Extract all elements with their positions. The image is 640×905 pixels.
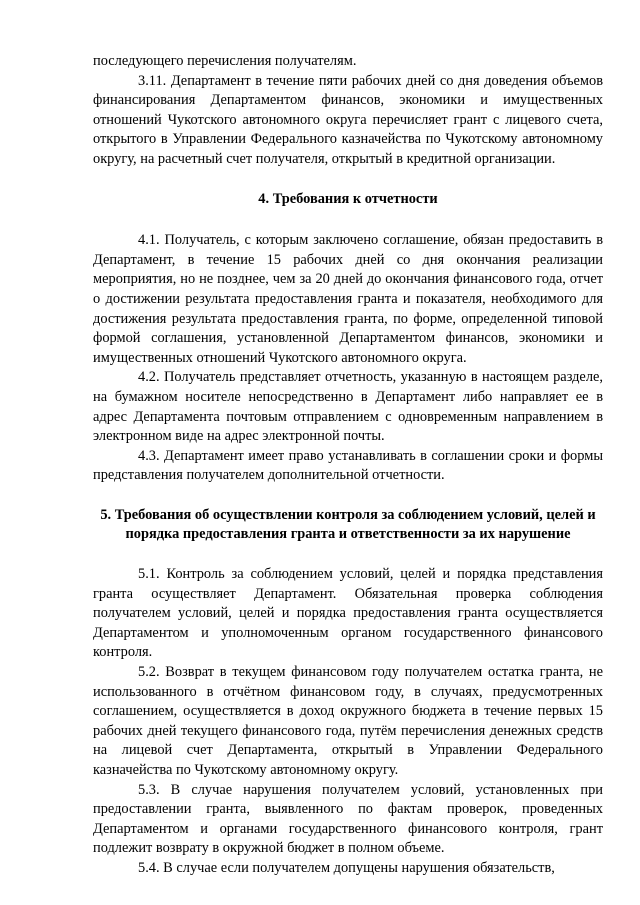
- paragraph-4-1: 4.1. Получатель, с которым заключено соглашение, обязан предоставить в Департамент, в течение 15 рабочих дней со дня окончания реализации мероприятия, но не позднее, чем за 20 дней до окончания финансового года, отчет о достижении результата предоставления гранта и показателя, необходимого для достижения результата предоставления гранта, по форме, определенной типовой формой соглашения, установленной Департаментом финансов, экономики и имущественных отношений Чукотского автономного округа.: [93, 232, 603, 366]
- paragraph-4-3: 4.3. Департамент имеет право устанавливать в соглашении сроки и формы представления получателем дополнительной отчетности.: [93, 447, 603, 484]
- section-heading-5: 5. Требования об осуществлении контроля за соблюдением условий, целей и порядка предоставления гранта и ответственности за их нарушение: [100, 506, 596, 543]
- paragraph-continuation: последующего перечисления получателям.: [93, 53, 357, 69]
- paragraph-5-4: 5.4. В случае если получателем допущены нарушения обязательств,: [138, 859, 555, 876]
- paragraph-3-11: 3.11. Департамент в течение пяти рабочих дней со дня доведения объемов финансирования Департаментом финансов, экономики и имущественных отношений Чукотского автономного округа перечисляет грант с лицевого счета, открытого в Управлении Федерального казначейства по Чукотскому автономному округу, на расчетный счет получателя, открытый в кредитной организации.: [93, 72, 603, 167]
- document-page: [93, 52, 603, 879]
- paragraph-5-3: 5.3. В случае нарушения получателем условий, установленных при предоставлении гранта, выявленного по фактам проверок, проведенных Департаментом и органами государственного финансового контроля, грант подлежит возврату в окружной бюджет в полном объеме.: [93, 781, 603, 857]
- paragraph-4-2: 4.2. Получатель представляет отчетность, указанную в настоящем разделе, на бумажном носителе непосредственно в Департамент либо направляет ее в адрес Департамента почтовым отправлением с одновременным направлением в электронном виде на адрес электронной почты.: [93, 369, 603, 445]
- paragraph-5-2: 5.2. Возврат в текущем финансовом году получателем остатка гранта, не использованного в отчётном финансовом году, в случаях, предусмотренных соглашением, осуществляется в доход окружного бюджета в течение первых 15 рабочих дней текущего финансового года, путём перечисления денежных средств на лицевой счет Департамента, открытый в Управлении Федерального казначейства по Чукотскому автономному округу.: [93, 664, 603, 778]
- paragraph-5-1: 5.1. Контроль за соблюдением условий, целей и порядка представления гранта осуществляет Департамент. Обязательная проверка соблюдения получателем условий, целей и порядка предоставления гранта осуществляется Департаментом и уполномоченным органом государственного финансового контроля.: [93, 566, 603, 661]
- section-heading-4: 4. Требования к отчетности: [258, 190, 438, 207]
